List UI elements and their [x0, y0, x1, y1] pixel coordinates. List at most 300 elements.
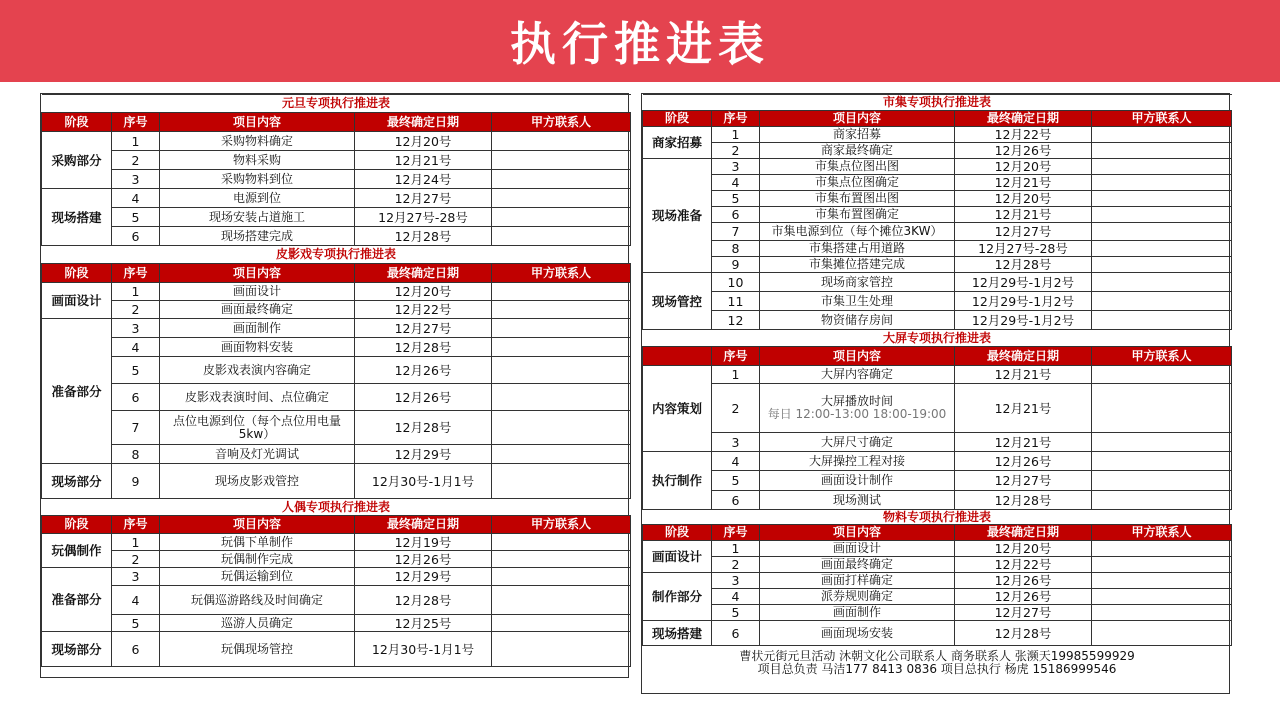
- contact-cell: [1092, 573, 1232, 589]
- content-cell: 玩偶巡游路线及时间确定: [160, 586, 355, 615]
- num-cell: 2: [712, 557, 760, 573]
- header-stage: 阶段: [42, 516, 112, 534]
- contact-cell: [492, 615, 631, 632]
- num-cell: 9: [112, 464, 160, 499]
- date-cell: 12月26号: [955, 143, 1092, 159]
- num-cell: 6: [712, 621, 760, 646]
- num-cell: 4: [712, 589, 760, 605]
- content-cell: 画面设计: [160, 283, 355, 301]
- date-cell: 12月29号: [355, 445, 492, 464]
- num-cell: 5: [712, 191, 760, 207]
- date-cell: 12月27号: [355, 319, 492, 338]
- contact-cell: [492, 208, 631, 227]
- table-row: [643, 292, 1232, 311]
- content-cell: 市集点位图确定: [760, 175, 955, 191]
- content-cell: 画面设计: [760, 541, 955, 557]
- page-title: 执行推进表: [510, 17, 770, 71]
- table-row: [42, 151, 631, 170]
- num-cell: 5: [712, 471, 760, 491]
- header-contact: 甲方联系人: [1092, 347, 1232, 366]
- contact-cell: [1092, 491, 1232, 510]
- contact-cell: [492, 301, 631, 319]
- num-cell: 5: [712, 605, 760, 621]
- header-contact: 甲方联系人: [1092, 111, 1232, 127]
- stage-cell: 现场部分: [42, 632, 112, 667]
- contact-cell: [492, 551, 631, 568]
- table-title: 市集专项执行推进表: [643, 95, 1232, 111]
- contact-cell: [1092, 159, 1232, 175]
- table-title: 大屏专项执行推进表: [643, 330, 1232, 347]
- table-row: [42, 534, 631, 551]
- content-cell: 物资储存房间: [760, 311, 955, 330]
- num-cell: 5: [112, 208, 160, 227]
- content-cell: 现场测试: [760, 491, 955, 510]
- table-row: [42, 615, 631, 632]
- header-num: 序号: [712, 111, 760, 127]
- date-cell: 12月28号: [955, 491, 1092, 510]
- contact-cell: [492, 338, 631, 357]
- num-cell: 5: [112, 615, 160, 632]
- contact-cell: [492, 384, 631, 411]
- contact-cell: [1092, 292, 1232, 311]
- table-row: [42, 301, 631, 319]
- table-title-row: [643, 510, 1232, 525]
- table-row: [643, 311, 1232, 330]
- table-row: [643, 241, 1232, 257]
- header-stage: 阶段: [643, 525, 712, 541]
- date-cell: 12月30号-1月1号: [355, 464, 492, 499]
- contact-cell: [492, 464, 631, 499]
- num-cell: 12: [712, 311, 760, 330]
- table-row: [643, 605, 1232, 621]
- num-cell: 3: [712, 573, 760, 589]
- header-content: 项目内容: [160, 264, 355, 283]
- date-cell: 12月24号: [355, 170, 492, 189]
- stage-cell: 现场管控: [643, 273, 712, 330]
- num-cell: 1: [112, 283, 160, 301]
- date-cell: 12月20号: [955, 541, 1092, 557]
- header-date: 最终确定日期: [355, 516, 492, 534]
- contact-cell: [492, 132, 631, 151]
- num-cell: 2: [712, 143, 760, 159]
- num-cell: 7: [712, 223, 760, 241]
- contact-cell: [1092, 273, 1232, 292]
- header-num: 序号: [712, 525, 760, 541]
- header-contact: 甲方联系人: [492, 264, 631, 283]
- table-header-row: [42, 113, 631, 132]
- table-row: [42, 132, 631, 151]
- table-title-row: [643, 95, 1232, 111]
- content-cell: 市集布置图出图: [760, 191, 955, 207]
- date-cell: 12月22号: [955, 557, 1092, 573]
- header-stage: [643, 347, 712, 366]
- table-row: [643, 491, 1232, 510]
- table-row: [643, 175, 1232, 191]
- num-cell: 2: [712, 384, 760, 433]
- date-cell: 12月20号: [955, 159, 1092, 175]
- content-cell: 现场皮影戏管控: [160, 464, 355, 499]
- contact-cell: [1092, 175, 1232, 191]
- content-cell: 画面最终确定: [160, 301, 355, 319]
- stage-cell: 玩偶制作: [42, 534, 112, 568]
- contact-cell: [492, 227, 631, 246]
- table-row: [643, 573, 1232, 589]
- header-content: 项目内容: [760, 347, 955, 366]
- content-cell: 市集布置图确定: [760, 207, 955, 223]
- num-cell: 1: [712, 127, 760, 143]
- content-cell: 现场商家管控: [760, 273, 955, 292]
- date-cell: 12月26号: [355, 384, 492, 411]
- contact-cell: [1092, 384, 1232, 433]
- contact-cell: [1092, 257, 1232, 273]
- num-cell: 1: [712, 366, 760, 384]
- num-cell: 6: [712, 491, 760, 510]
- stage-cell: 内容策划: [643, 366, 712, 452]
- num-cell: 3: [712, 433, 760, 452]
- table-row: [42, 208, 631, 227]
- contact-cell: [1092, 471, 1232, 491]
- table-header-row: [643, 525, 1232, 541]
- contact-cell: [1092, 127, 1232, 143]
- date-cell: 12月19号: [355, 534, 492, 551]
- header-stage: 阶段: [42, 264, 112, 283]
- num-cell: 8: [112, 445, 160, 464]
- table-header-row: [42, 516, 631, 534]
- content-note: 每日 12:00-13:00 18:00-19:00: [767, 407, 947, 421]
- table-row: [42, 568, 631, 586]
- content-cell: 玩偶下单制作: [160, 534, 355, 551]
- content-cell: 玩偶制作完成: [160, 551, 355, 568]
- header-stage: 阶段: [643, 111, 712, 127]
- table-row: [42, 551, 631, 568]
- contact-cell: [492, 357, 631, 384]
- header-contact: 甲方联系人: [492, 113, 631, 132]
- stage-cell: 执行制作: [643, 452, 712, 510]
- date-cell: 12月28号: [355, 338, 492, 357]
- date-cell: 12月26号: [955, 573, 1092, 589]
- table-title-row: [42, 95, 631, 113]
- table-row: [643, 452, 1232, 471]
- table-row: [643, 433, 1232, 452]
- contact-cell: [1092, 452, 1232, 471]
- header-date: 最终确定日期: [355, 113, 492, 132]
- table-row: [643, 541, 1232, 557]
- table-title-row: [643, 330, 1232, 347]
- content-cell: 皮影戏表演内容确定: [160, 357, 355, 384]
- date-cell: 12月28号: [355, 411, 492, 445]
- num-cell: 4: [112, 189, 160, 208]
- date-cell: 12月27号-28号: [955, 241, 1092, 257]
- header-num: 序号: [112, 113, 160, 132]
- num-cell: 6: [112, 632, 160, 667]
- contact-cell: [492, 283, 631, 301]
- date-cell: 12月26号: [355, 551, 492, 568]
- table-row: [643, 471, 1232, 491]
- table-row: [643, 557, 1232, 573]
- footer-line-2: 项目总负责 马洁177 8413 0836 项目总执行 杨虎 15186999546: [757, 661, 1117, 676]
- content-cell: 玩偶现场管控: [160, 632, 355, 667]
- table-row: [42, 338, 631, 357]
- content-cell: 音响及灯光调试: [160, 445, 355, 464]
- num-cell: 6: [112, 384, 160, 411]
- date-cell: 12月29号-1月2号: [955, 292, 1092, 311]
- date-cell: 12月26号: [955, 589, 1092, 605]
- date-cell: 12月27号: [955, 223, 1092, 241]
- date-cell: 12月22号: [955, 127, 1092, 143]
- content-cell: 画面最终确定: [760, 557, 955, 573]
- contact-cell: [1092, 207, 1232, 223]
- table-header-row: [643, 347, 1232, 366]
- header-num: 序号: [712, 347, 760, 366]
- table-row: [643, 223, 1232, 241]
- num-cell: 3: [712, 159, 760, 175]
- title-banner: [0, 0, 1280, 82]
- right-tables: [642, 94, 1232, 680]
- header-content: 项目内容: [760, 111, 955, 127]
- table-row: [643, 257, 1232, 273]
- content-cell: 画面制作: [160, 319, 355, 338]
- date-cell: 12月29号-1月2号: [955, 311, 1092, 330]
- contact-cell: [1092, 605, 1232, 621]
- table-title-row: [42, 499, 631, 516]
- header-contact: 甲方联系人: [1092, 525, 1232, 541]
- stage-cell: 采购部分: [42, 132, 112, 189]
- date-cell: 12月27号: [355, 189, 492, 208]
- date-cell: 12月28号: [955, 257, 1092, 273]
- table-row: [643, 207, 1232, 223]
- header-num: 序号: [112, 516, 160, 534]
- date-cell: 12月21号: [955, 366, 1092, 384]
- num-cell: 1: [112, 132, 160, 151]
- contact-cell: [492, 445, 631, 464]
- date-cell: 12月20号: [355, 283, 492, 301]
- stage-cell: 准备部分: [42, 319, 112, 464]
- contact-cell: [492, 632, 631, 667]
- date-cell: 12月27号: [955, 471, 1092, 491]
- left-panel: [40, 93, 629, 678]
- num-cell: 2: [112, 551, 160, 568]
- footer-cell: [643, 646, 1232, 680]
- contact-cell: [492, 586, 631, 615]
- header-stage: 阶段: [42, 113, 112, 132]
- header-num: 序号: [112, 264, 160, 283]
- date-cell: 12月21号: [355, 151, 492, 170]
- table-row: [42, 227, 631, 246]
- num-cell: 6: [712, 207, 760, 223]
- contact-cell: [1092, 541, 1232, 557]
- stage-cell: 画面设计: [643, 541, 712, 573]
- contact-cell: [1092, 143, 1232, 159]
- table-title: 物料专项执行推进表: [643, 510, 1232, 525]
- num-cell: 4: [112, 338, 160, 357]
- table-row: [42, 445, 631, 464]
- contact-cell: [1092, 241, 1232, 257]
- stage-cell: 准备部分: [42, 568, 112, 632]
- table-row: [643, 127, 1232, 143]
- contact-cell: [492, 319, 631, 338]
- num-cell: 6: [112, 227, 160, 246]
- contact-cell: [1092, 621, 1232, 646]
- content-cell: 市集搭建占用道路: [760, 241, 955, 257]
- table-row: [42, 319, 631, 338]
- content-cell: 电源到位: [160, 189, 355, 208]
- table-row: [643, 191, 1232, 207]
- table-row: [643, 621, 1232, 646]
- header-content: 项目内容: [160, 516, 355, 534]
- content-cell: 采购物料确定: [160, 132, 355, 151]
- content-cell: 画面设计制作: [760, 471, 955, 491]
- stage-cell: 画面设计: [42, 283, 112, 319]
- footer-row: [643, 646, 1232, 680]
- num-cell: 9: [712, 257, 760, 273]
- stage-cell: 现场搭建: [42, 189, 112, 246]
- header-date: 最终确定日期: [955, 525, 1092, 541]
- date-cell: 12月21号: [955, 175, 1092, 191]
- content-text: 大屏播放时间: [820, 394, 893, 408]
- footer-line-1: 曹状元街元旦活动 沐朝文化公司联系人 商务联系人 张濒天19985599929: [739, 648, 1135, 663]
- contact-cell: [1092, 366, 1232, 384]
- header-date: 最终确定日期: [955, 111, 1092, 127]
- num-cell: 2: [112, 151, 160, 170]
- content-cell: 皮影戏表演时间、点位确定: [160, 384, 355, 411]
- table-row: [42, 170, 631, 189]
- table-row: [643, 384, 1232, 433]
- stage-cell: 商家招募: [643, 127, 712, 159]
- content-cell: 商家招募: [760, 127, 955, 143]
- right-panel: [641, 93, 1230, 694]
- table-row: [42, 384, 631, 411]
- num-cell: 1: [112, 534, 160, 551]
- num-cell: 5: [112, 357, 160, 384]
- date-cell: 12月28号: [955, 621, 1092, 646]
- num-cell: 1: [712, 541, 760, 557]
- contact-cell: [1092, 589, 1232, 605]
- table-row: [42, 357, 631, 384]
- date-cell: 12月28号: [355, 586, 492, 615]
- num-cell: 8: [712, 241, 760, 257]
- content-cell: 派券规则确定: [760, 589, 955, 605]
- date-cell: 12月20号: [355, 132, 492, 151]
- contact-cell: [492, 170, 631, 189]
- date-cell: 12月21号: [955, 384, 1092, 433]
- header-contact: 甲方联系人: [492, 516, 631, 534]
- table-title: 元旦专项执行推进表: [42, 95, 631, 113]
- content-cell: 采购物料到位: [160, 170, 355, 189]
- table-row: [643, 589, 1232, 605]
- num-cell: 10: [712, 273, 760, 292]
- date-cell: 12月28号: [355, 227, 492, 246]
- num-cell: 2: [112, 301, 160, 319]
- date-cell: 12月21号: [955, 433, 1092, 452]
- num-cell: 11: [712, 292, 760, 311]
- num-cell: 4: [712, 175, 760, 191]
- date-cell: 12月25号: [355, 615, 492, 632]
- num-cell: 7: [112, 411, 160, 445]
- contact-cell: [492, 568, 631, 586]
- num-cell: 3: [112, 319, 160, 338]
- table-row: [42, 632, 631, 667]
- content-cell: 玩偶运输到位: [160, 568, 355, 586]
- content-cell: 画面物料安装: [160, 338, 355, 357]
- table-row: [42, 411, 631, 445]
- left-tables: [41, 94, 631, 667]
- table-row: [643, 273, 1232, 292]
- table-header-row: [643, 111, 1232, 127]
- table-row: [42, 283, 631, 301]
- content-cell: 市集点位图出图: [760, 159, 955, 175]
- content-cell: 巡游人员确定: [160, 615, 355, 632]
- num-cell: 3: [112, 568, 160, 586]
- contact-cell: [1092, 433, 1232, 452]
- date-cell: 12月29号-1月2号: [955, 273, 1092, 292]
- contact-cell: [492, 189, 631, 208]
- table-header-row: [42, 264, 631, 283]
- table-row: [643, 159, 1232, 175]
- table-title: 人偶专项执行推进表: [42, 499, 631, 516]
- content-cell: 画面现场安装: [760, 621, 955, 646]
- header-date: 最终确定日期: [955, 347, 1092, 366]
- stage-cell: 现场准备: [643, 159, 712, 273]
- header-content: 项目内容: [760, 525, 955, 541]
- content-cell: 市集摊位搭建完成: [760, 257, 955, 273]
- contact-cell: [1092, 191, 1232, 207]
- contact-cell: [492, 411, 631, 445]
- table-title-row: [42, 246, 631, 264]
- content-cell: 画面制作: [760, 605, 955, 621]
- content-cell: 市集电源到位（每个摊位3KW）: [760, 223, 955, 241]
- table-row: [643, 366, 1232, 384]
- date-cell: 12月20号: [955, 191, 1092, 207]
- date-cell: 12月22号: [355, 301, 492, 319]
- stage-cell: 现场搭建: [643, 621, 712, 646]
- table-row: [42, 586, 631, 615]
- stage-cell: 现场部分: [42, 464, 112, 499]
- num-cell: 4: [712, 452, 760, 471]
- table-row: [42, 464, 631, 499]
- content-cell: 大屏尺寸确定: [760, 433, 955, 452]
- content-cell: 大屏操控工程对接: [760, 452, 955, 471]
- content-cell: 现场搭建完成: [160, 227, 355, 246]
- contact-cell: [1092, 557, 1232, 573]
- content-cell: 大屏内容确定: [760, 366, 955, 384]
- content-cell: 商家最终确定: [760, 143, 955, 159]
- content-cell: 物料采购: [160, 151, 355, 170]
- content-cell: 点位电源到位（每个点位用电量5kw）: [160, 411, 355, 445]
- header-date: 最终确定日期: [355, 264, 492, 283]
- date-cell: 12月26号: [355, 357, 492, 384]
- date-cell: 12月27号: [955, 605, 1092, 621]
- num-cell: 3: [112, 170, 160, 189]
- header-content: 项目内容: [160, 113, 355, 132]
- table-row: [643, 143, 1232, 159]
- date-cell: 12月27号-28号: [355, 208, 492, 227]
- table-row: [42, 189, 631, 208]
- contact-cell: [1092, 223, 1232, 241]
- date-cell: 12月21号: [955, 207, 1092, 223]
- date-cell: 12月30号-1月1号: [355, 632, 492, 667]
- contact-cell: [1092, 311, 1232, 330]
- content-cell: [760, 384, 955, 433]
- contact-cell: [492, 151, 631, 170]
- content-cell: 市集卫生处理: [760, 292, 955, 311]
- date-cell: 12月26号: [955, 452, 1092, 471]
- num-cell: 4: [112, 586, 160, 615]
- content-cell: 现场安装占道施工: [160, 208, 355, 227]
- contact-cell: [492, 534, 631, 551]
- content-cell: 画面打样确定: [760, 573, 955, 589]
- stage-cell: 制作部分: [643, 573, 712, 621]
- table-title: 皮影戏专项执行推进表: [42, 246, 631, 264]
